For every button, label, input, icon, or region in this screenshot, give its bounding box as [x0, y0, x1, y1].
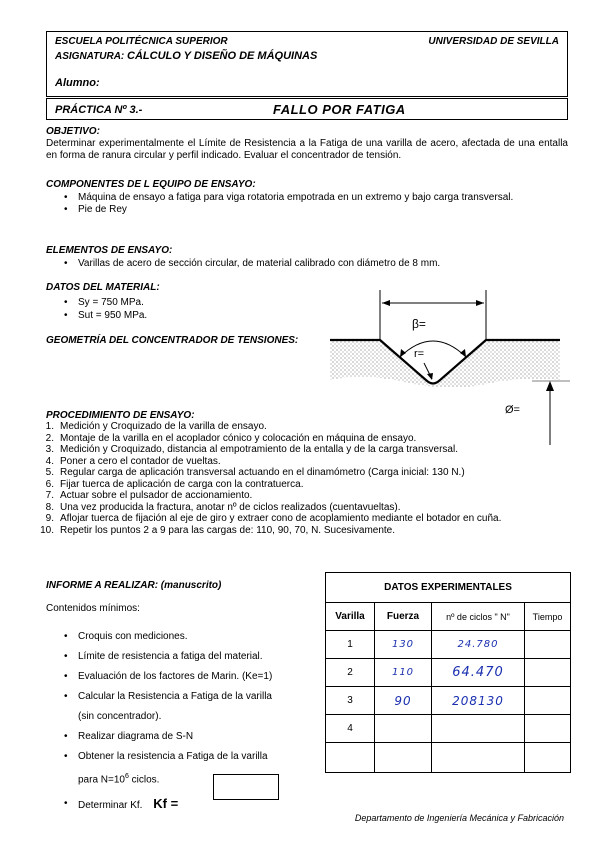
footer-department: Departamento de Ingeniería Mecánica y Fabricación	[354, 813, 564, 823]
subject-label: ASIGNATURA:	[55, 51, 125, 62]
list-item: 4. Poner a cero el contador de vueltas.	[45, 455, 221, 467]
list-item: • Obtener la resistencia a Fatiga de la varilla	[52, 747, 312, 767]
componentes-list	[52, 192, 562, 216]
list-item: • Calcular la Resistencia a Fatiga de la varilla	[52, 687, 312, 707]
kf-label: Kf =	[153, 796, 179, 812]
list-item-continuation: para $N=10^6$ ciclos.	[78, 773, 160, 786]
table-row: 2 110 64.470	[326, 659, 571, 687]
diameter-arrow-head	[546, 381, 554, 391]
table-title: DATOS EXPERIMENTALES	[326, 573, 571, 603]
list-item: • Determinar Kf. Kf =	[52, 794, 312, 816]
table-row	[326, 743, 571, 773]
angle-arc	[400, 341, 466, 357]
cell-tiempo[interactable]	[525, 659, 571, 687]
objetivo-title: OBJETIVO:	[46, 126, 100, 137]
cell-tiempo[interactable]	[525, 715, 571, 743]
dimension-arrow-right	[476, 300, 484, 306]
list-item: 6. Fijar tuerca de aplicación de carga con la contratuerca.	[45, 478, 304, 490]
header-ciclos: nº de ciclos " N"	[432, 603, 525, 631]
university-name: UNIVERSIDAD DE SEVILLA	[428, 36, 559, 47]
practice-number: PRÁCTICA Nº 3.-	[55, 104, 143, 116]
beta-label: β=	[412, 317, 426, 331]
list-item: 3. Medición y Croquizado, distancia al empotramiento de la entalla y de la carga transversal.	[45, 444, 458, 455]
elementos-list	[52, 258, 562, 270]
procedimiento-list	[0, 421, 568, 536]
datos-title: DATOS DEL MATERIAL:	[46, 282, 160, 293]
cell-fuerza[interactable]: 130	[375, 631, 432, 659]
datos-list	[52, 296, 252, 322]
school-name: ESCUELA POLITÉCNICA SUPERIOR	[55, 36, 228, 47]
elementos-title: ELEMENTOS DE ENSAYO:	[46, 245, 173, 256]
header-tiempo: Tiempo	[525, 603, 571, 631]
list-item: • Límite de resistencia a fatiga del material.	[52, 647, 312, 667]
list-item: 1. Medición y Croquizado de la varilla de ensayo.	[45, 421, 267, 432]
practice-title: FALLO POR FATIGA	[273, 102, 406, 117]
list-item: 5. Regular carga de aplicación transversal actuando en el dinamómetro (Carga inicial: 130 N.)	[45, 467, 465, 478]
notch-material	[330, 340, 560, 388]
header-box	[46, 31, 568, 97]
cell-ciclos[interactable]: 208130	[432, 687, 525, 715]
list-item: 10. Repetir los puntos 2 a 9 para las cargas de: 110, 90, 70, N. Sucesivamente.	[40, 524, 396, 536]
cell-fuerza[interactable]	[375, 715, 432, 743]
list-item: • Realizar diagrama de S-N	[52, 727, 312, 747]
header-varilla: Varilla	[326, 603, 375, 631]
table-row: 3 90 208130	[326, 687, 571, 715]
cell-tiempo[interactable]	[525, 631, 571, 659]
table-row: 4	[326, 715, 571, 743]
list-item: 8. Una vez producida la fractura, anotar nº de ciclos realizados (cuentavueltas).	[45, 501, 401, 513]
table-row: 1 130 24.780	[326, 631, 571, 659]
cell-ciclos[interactable]	[432, 715, 525, 743]
list-item: 7. Actuar sobre el pulsador de accionamiento.	[45, 490, 253, 501]
list-item: • Croquis con mediciones.	[52, 627, 312, 647]
procedimiento-title: PROCEDIMIENTO DE ENSAYO:	[46, 410, 195, 421]
cell-fuerza[interactable]: 90	[375, 687, 432, 715]
objetivo-text: Determinar experimentalmente el Límite de Resistencia a la Fatiga de una varilla de acero, afectada de una entalla en forma de ranura circular y perfil indicado. Evaluar el concentrador de tensión.	[46, 138, 568, 161]
list-item: • Varillas de acero de sección circular, de material calibrado con diámetro de 8 mm.	[52, 258, 562, 270]
subject-name: CÁLCULO Y DISEÑO DE MÁQUINAS	[127, 50, 318, 62]
diameter-label: Ø=	[505, 404, 520, 416]
list-item: • Pie de Rey	[52, 204, 562, 216]
list-item: • Evaluación de los factores de Marin. (Ke=1)	[52, 667, 312, 687]
radius-arrow	[427, 373, 433, 380]
list-item: • Sut = 950 MPa.	[52, 309, 252, 322]
geometria-title: GEOMETRÍA DEL CONCENTRADOR DE TENSIONES:	[46, 335, 299, 346]
experimental-data-table	[325, 572, 571, 773]
cell-ciclos[interactable]: 24.780	[432, 631, 525, 659]
list-item: • Máquina de ensayo a fatiga para viga rotatoria empotrada en un extremo y bajo carga transversal.	[52, 192, 562, 204]
cell-ciclos[interactable]: 64.470	[432, 659, 525, 687]
informe-title: INFORME A REALIZAR: (manuscrito)	[46, 580, 222, 591]
list-item: 9. Aflojar tuerca de fijación al eje de giro y extraer cono de acoplamiento mediante el botador en cuña.	[45, 513, 502, 524]
header-fuerza: Fuerza	[375, 603, 432, 631]
informe-subtitle: Contenidos mínimos:	[46, 603, 140, 614]
angle-arrow-left	[400, 349, 406, 357]
list-item: 2. Montaje de la varilla en el acoplador cónico y colocación en máquina de ensayo.	[45, 432, 417, 444]
list-item-continuation: (sin concentrador).	[78, 711, 162, 722]
practice-box	[46, 98, 568, 120]
cell-fuerza[interactable]: 110	[375, 659, 432, 687]
cell-tiempo[interactable]	[525, 687, 571, 715]
componentes-title: COMPONENTES DE L EQUIPO DE ENSAYO:	[46, 179, 256, 190]
student-label: Alumno:	[55, 77, 100, 89]
angle-arrow-right	[460, 349, 466, 357]
dimension-arrow-left	[382, 300, 390, 306]
radius-label: r=	[414, 348, 425, 360]
kf-input-box[interactable]	[213, 774, 279, 800]
list-item: • Sy = 750 MPa.	[52, 296, 252, 309]
subject-line	[55, 50, 317, 62]
